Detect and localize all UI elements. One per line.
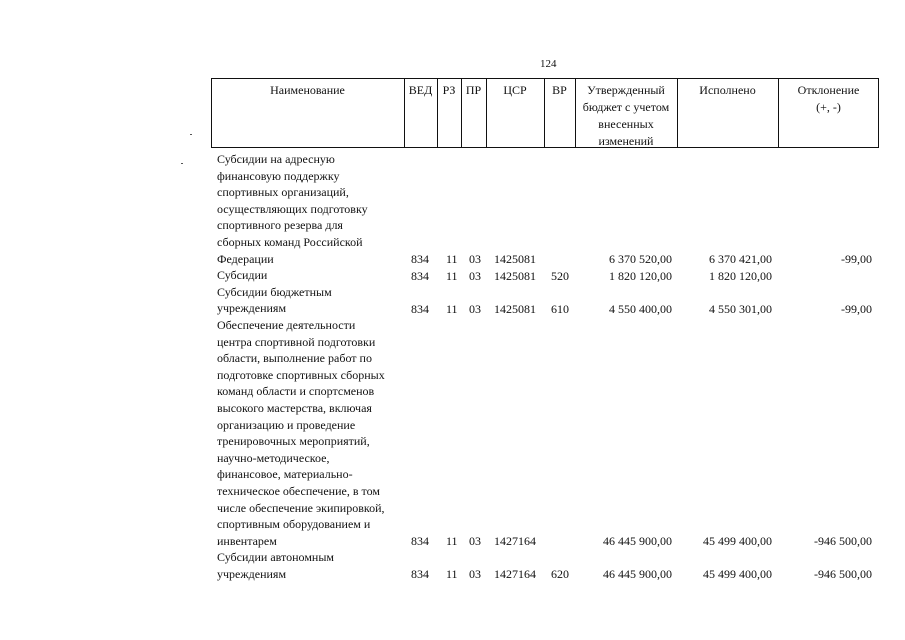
- row-name-line: центра спортивной подготовки: [217, 334, 376, 349]
- row-name-line: финансовое, материально-: [217, 467, 353, 482]
- cell-ved: 834: [411, 301, 429, 316]
- cell-approved: 4 550 400,00: [609, 301, 672, 316]
- row-name-line: спортивных организаций,: [217, 185, 349, 200]
- cell-deviation: -99,00: [841, 301, 872, 316]
- row-name-line: учреждениям: [217, 301, 287, 316]
- cell-pr: 03: [469, 567, 481, 582]
- cell-pr: 03: [469, 301, 481, 316]
- cell-csr: 1425081: [494, 268, 536, 283]
- cell-approved: 1 820 120,00: [609, 268, 672, 283]
- cell-deviation: -946 500,00: [814, 534, 872, 549]
- header-deviation-line: Отклонение: [797, 83, 860, 97]
- cell-executed: 6 370 421,00: [709, 252, 772, 267]
- header-deviation-line: (+, -): [816, 100, 841, 114]
- header-pr: ПР: [465, 83, 482, 97]
- cell-pr: 03: [469, 252, 481, 267]
- row-name-line: Обеспечение деятельности: [217, 318, 356, 332]
- cell-approved: 46 445 900,00: [603, 567, 672, 582]
- header-approved: [575, 82, 677, 150]
- cell-ved: 834: [411, 567, 429, 582]
- cell-vr: 610: [551, 301, 569, 316]
- row-name: [217, 284, 402, 317]
- row-name-line: Субсидии: [217, 268, 268, 283]
- row-name-line: Субсидии бюджетным: [217, 284, 332, 299]
- row-name-line: Субсидии автономным: [217, 550, 334, 565]
- row-name-line: техническое обеспечение, в том: [217, 483, 380, 498]
- scan-speck: [190, 134, 192, 135]
- row-name-line: учреждениям: [217, 566, 287, 581]
- cell-csr: 1425081: [494, 252, 536, 267]
- cell-rz: 11: [446, 268, 458, 283]
- header-approved-line: внесенных: [598, 117, 654, 131]
- header-approved-line: Утвержденный: [587, 83, 665, 97]
- row-name-line: инвентарем: [217, 533, 277, 548]
- cell-ved: 834: [411, 534, 429, 549]
- row-name-line: Федерации: [217, 251, 274, 266]
- row-name-line: спортивным оборудованием и: [217, 517, 371, 532]
- cell-executed: 4 550 301,00: [709, 301, 772, 316]
- row-name: [217, 549, 402, 582]
- row-name: [217, 151, 402, 267]
- row-name-line: высокого мастерства, включая: [217, 400, 372, 415]
- table-row: [0, 549, 905, 582]
- header-deviation: [778, 82, 879, 116]
- row-name-line: числе обеспечение экипировкой,: [217, 500, 385, 515]
- row-name-line: сборных команд Российской: [217, 234, 363, 249]
- header-approved-line: изменений: [598, 134, 654, 148]
- row-name: [217, 317, 402, 549]
- row-name-line: научно-методическое,: [217, 450, 330, 465]
- row-name-line: спортивного резерва для: [217, 218, 343, 233]
- row-name-line: команд области и спортсменов: [217, 384, 375, 399]
- cell-approved: 6 370 520,00: [609, 252, 672, 267]
- cell-rz: 11: [446, 534, 458, 549]
- cell-ved: 834: [411, 252, 429, 267]
- cell-vr: 520: [551, 268, 569, 283]
- cell-deviation: -99,00: [841, 252, 872, 267]
- table-header: [211, 78, 880, 148]
- row-name-line: организацию и проведение: [217, 417, 356, 432]
- cell-approved: 46 445 900,00: [603, 534, 672, 549]
- header-csr: ЦСР: [503, 83, 527, 97]
- cell-rz: 11: [446, 252, 458, 267]
- row-name-line: финансовую поддержку: [217, 168, 340, 183]
- cell-csr: 1427164: [494, 534, 536, 549]
- cell-pr: 03: [469, 268, 481, 283]
- cell-rz: 11: [446, 567, 458, 582]
- cell-executed: 45 499 400,00: [703, 567, 772, 582]
- cell-csr: 1427164: [494, 567, 536, 582]
- table-row: [0, 267, 905, 284]
- header-executed: Исполнено: [699, 83, 756, 97]
- row-name-line: области, выполнение работ по: [217, 351, 372, 366]
- cell-rz: 11: [446, 301, 458, 316]
- cell-executed: 1 820 120,00: [709, 268, 772, 283]
- header-vr: ВР: [552, 83, 567, 97]
- row-name-line: подготовке спортивных сборных: [217, 367, 385, 382]
- header-name: Наименование: [270, 83, 345, 97]
- table-row: [0, 317, 905, 549]
- row-name-line: осуществляющих подготовку: [217, 201, 368, 216]
- cell-vr: 620: [551, 567, 569, 582]
- cell-pr: 03: [469, 534, 481, 549]
- cell-executed: 45 499 400,00: [703, 534, 772, 549]
- cell-ved: 834: [411, 268, 429, 283]
- cell-deviation: -946 500,00: [814, 567, 872, 582]
- row-name: [217, 267, 402, 284]
- header-approved-line: бюджет с учетом: [582, 100, 670, 114]
- row-name-line: Субсидии на адресную: [217, 152, 335, 166]
- page-number: 124: [540, 58, 557, 70]
- table-row: [0, 284, 905, 317]
- table-row: [0, 151, 905, 267]
- row-name-line: тренировочных мероприятий,: [217, 434, 370, 449]
- header-rz: РЗ: [442, 83, 456, 97]
- header-ved: ВЕД: [408, 83, 433, 97]
- cell-csr: 1425081: [494, 301, 536, 316]
